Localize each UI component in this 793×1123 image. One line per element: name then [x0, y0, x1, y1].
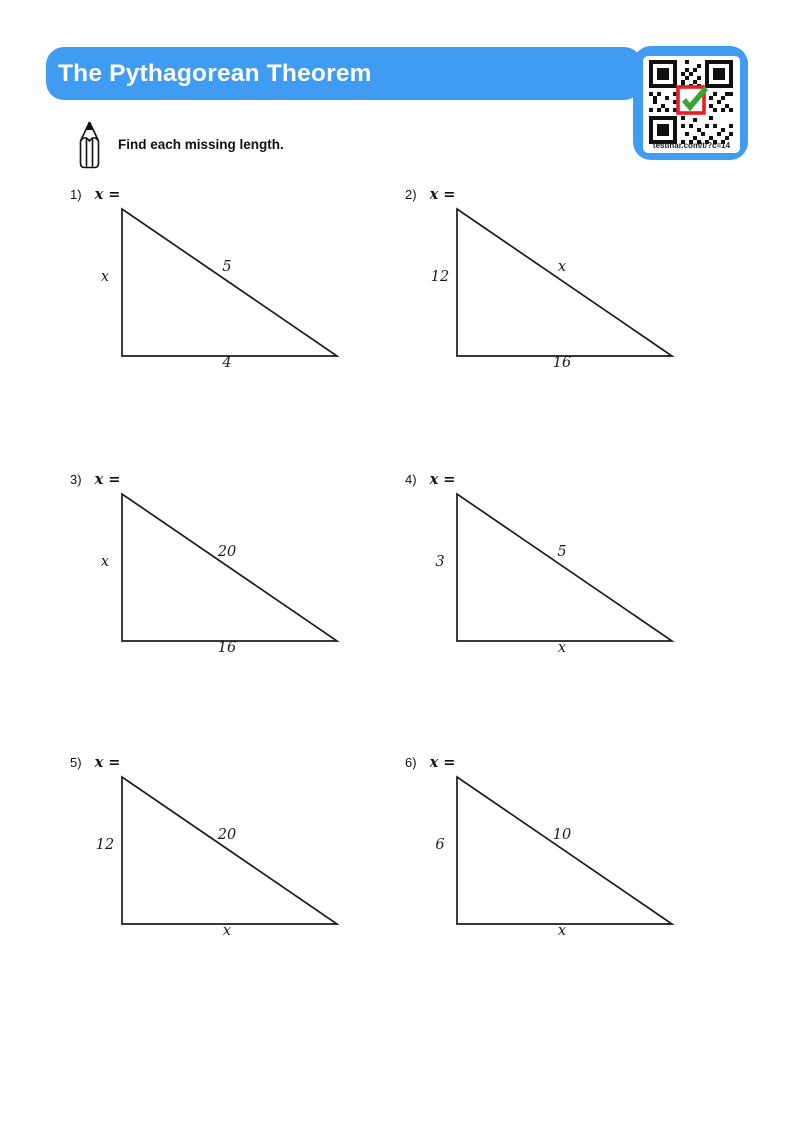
problem-4: [401, 468, 691, 668]
right-triangle: [66, 183, 356, 383]
leg-label: 3: [435, 554, 445, 570]
hypotenuse-label: 20: [217, 544, 237, 560]
base-label: x: [557, 923, 567, 939]
hypotenuse-label: 5: [557, 544, 567, 560]
base-label: x: [557, 640, 567, 656]
problem-prompt: x =: [429, 186, 456, 203]
hypotenuse-label: 5: [222, 259, 232, 275]
page-title: The Pythagorean Theorem: [58, 60, 372, 87]
problem-1: [66, 183, 356, 383]
base-label: x: [222, 923, 232, 939]
leg-label: 12: [430, 269, 450, 285]
instruction-text: Find each missing length.: [118, 137, 284, 152]
problem-2: [401, 183, 691, 383]
title-bar: [46, 47, 642, 100]
problem-number: 3): [70, 472, 82, 487]
pencil-icon: [78, 121, 101, 169]
base-label: 16: [217, 640, 237, 656]
qr-pattern-icon: [649, 60, 733, 144]
leg-label: x: [100, 269, 110, 285]
hypotenuse-label: 10: [552, 827, 572, 843]
problem-number: 4): [405, 472, 417, 487]
problem-number: 1): [70, 187, 82, 202]
qr-code: [643, 56, 740, 153]
qr-url-label: testinar.com/t/?c=14: [652, 141, 731, 150]
base-label: 4: [222, 355, 232, 371]
leg-label: 6: [435, 837, 445, 853]
problem-number: 5): [70, 755, 82, 770]
problem-6: [401, 751, 691, 951]
problem-prompt: x =: [429, 471, 456, 488]
hypotenuse-label: x: [557, 259, 567, 275]
problem-5: [66, 751, 356, 951]
problem-number: 2): [405, 187, 417, 202]
problem-prompt: x =: [94, 754, 121, 771]
base-label: 16: [552, 355, 572, 371]
right-triangle: [66, 468, 356, 668]
problem-prompt: x =: [94, 471, 121, 488]
leg-label: 12: [95, 837, 115, 853]
leg-label: x: [100, 554, 110, 570]
qr-badge: [633, 46, 748, 160]
problem-3: [66, 468, 356, 668]
problem-number: 6): [405, 755, 417, 770]
problem-prompt: x =: [94, 186, 121, 203]
hypotenuse-label: 20: [217, 827, 237, 843]
problem-prompt: x =: [429, 754, 456, 771]
